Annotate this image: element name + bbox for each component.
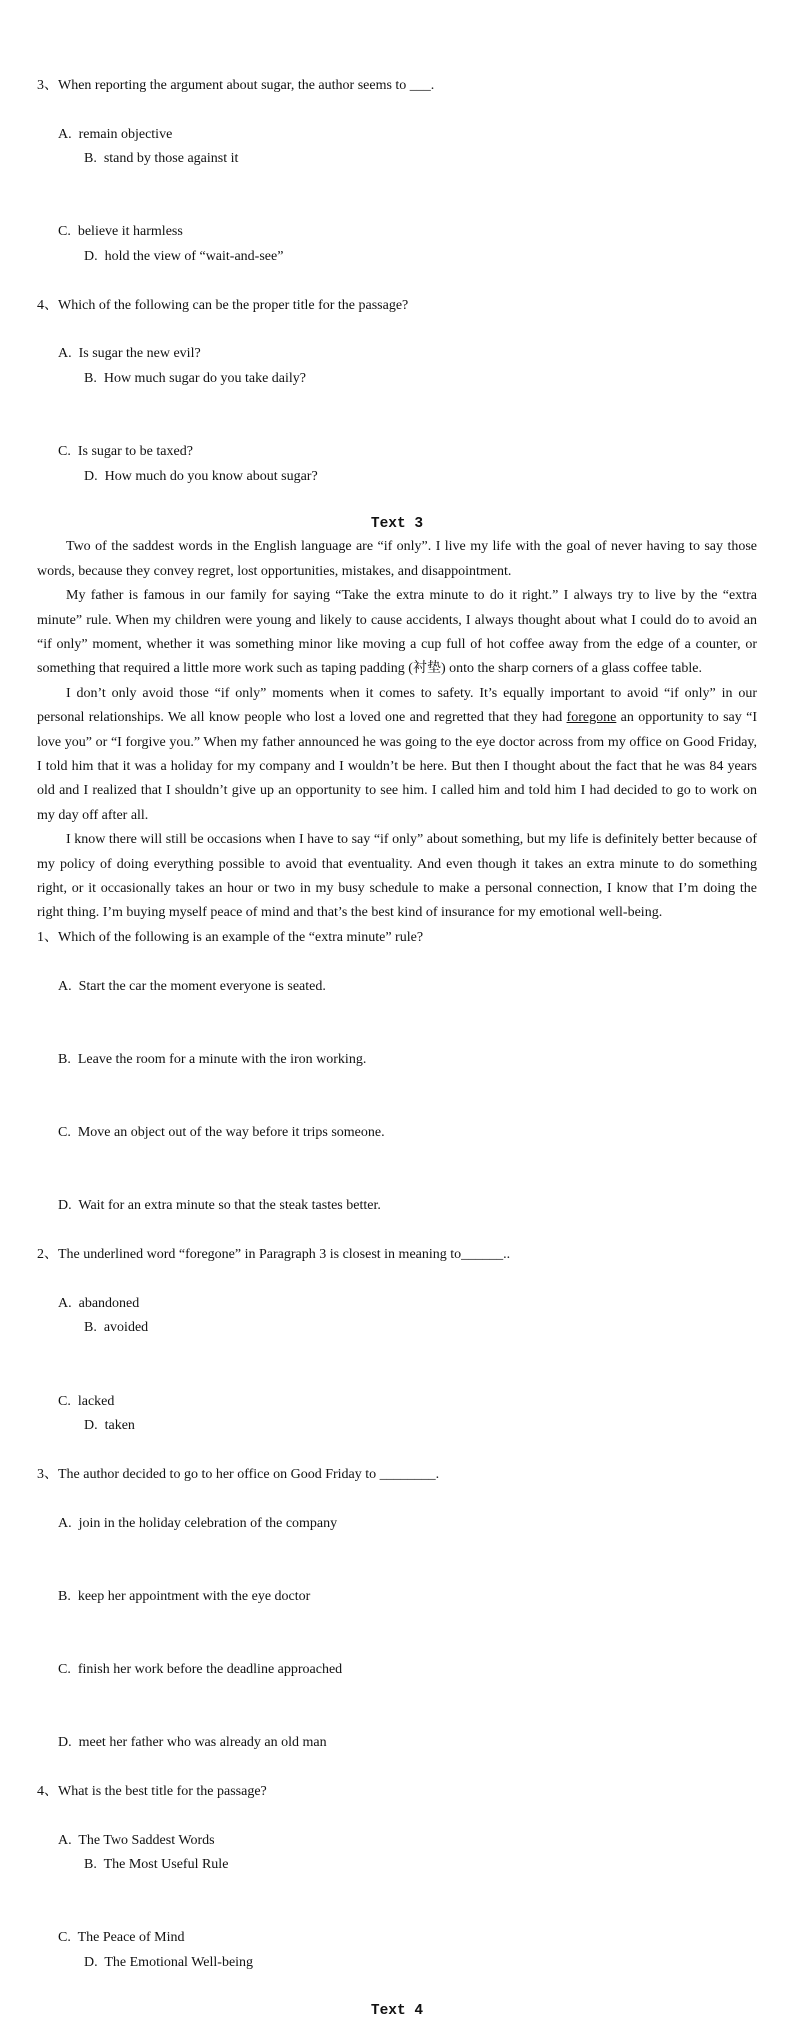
question-text: 4、Which of the following can be the proper title for the passage? [37,297,409,313]
question-text: 3、When reporting the argument about sugar, the author seems to ___. [37,78,435,93]
option-a: A. The Two Saddest Words [58,1832,215,1848]
paragraph3-after: an opportunity to say “I love you” or “I forgive you.” When my father announced he was going to the eye doctor across from my office on Good Friday, I told him that it was a holiday for my company and I wouldn’t be here. But then I thought about the fact that he was 84 years old and I realized that I shouldn’t give up an opportunity to see him. I called him and told him I had decided to go to work on my day off after all. [37,710,757,823]
underlined-word-foregone: foregone [566,710,617,726]
option-line [37,318,757,416]
option-d: D. The Emotional Well-being [84,1954,254,1970]
option-c: C. finish her work before the deadline approached [58,1662,343,1677]
question-2-text: 2、The underlined word “foregone” in Paragraph 3 is closest in meaning to______.. [37,1247,511,1263]
option-line [37,1707,757,1780]
option-b: B. The Most Useful Rule [84,1857,229,1873]
option-line [37,1902,757,2000]
question-4-text: 4、What is the best title for the passage? [37,1784,267,1800]
option-line [37,1023,757,1096]
option-b: B. Leave the room for a minute with the iron working. [58,1051,367,1067]
option-line [37,1634,757,1707]
option-line [37,1170,757,1243]
option-c: C. Is sugar to be taxed? [58,444,193,460]
option-line [37,98,757,196]
option-line [37,1487,757,1560]
option-line [37,196,757,294]
option-line [37,416,757,514]
option-d: D. How much do you know about sugar? [84,468,318,484]
option-a: A. abandoned [58,1295,140,1311]
option-line [37,1268,757,1366]
option-d: D. meet her father who was already an old man [58,1735,327,1751]
option-a: A. remain objective [58,126,173,142]
text3-heading: Text 3 [370,516,424,533]
option-c: C. lacked [58,1393,115,1409]
option-c: C. Move an object out of the way before it trips someone. [58,1125,385,1141]
option-b: B. stand by those against it [84,151,239,167]
option-line [37,950,757,1023]
option-b: B. keep her appointment with the eye doctor [58,1588,311,1604]
option-d: D. Wait for an extra minute so that the steak tastes better. [58,1198,381,1214]
text4-heading: Text 4 [370,2002,424,2019]
option-a: A. Is sugar the new evil? [58,346,201,362]
question-block-text3 [37,926,757,2000]
option-line [37,1097,757,1170]
option-d: D. hold the view of “wait-and-see” [84,248,284,264]
passage-paragraph-3 [37,682,757,828]
question-3-text: 3、The author decided to go to her office on Good Friday to ________. [37,1466,440,1482]
option-a: A. Start the car the moment everyone is seated. [58,978,326,994]
option-b: B. avoided [84,1320,149,1336]
passage-text3 [37,535,757,926]
passage-paragraph-4: I know there will still be occasions when I have to say “if only” about something, but my life is definitely better because of my policy of doing everything possible to avoid that eventuality. And even though it takes an extra minute to do something right, or it occasionally takes an hour or two in my busy schedule to make a personal connection, I know that I’m doing the right thing. I’m buying myself peace of mind and that’s the best kind of insurance for my emotional well-being. [37,832,757,921]
option-line [37,1560,757,1633]
passage-paragraph-2: My father is famous in our family for saying “Take the extra minute to do it right.” I always try to live by the “extra minute” rule. When my children were young and likely to cause accidents, I always thought about what I could do to avoid an “if only” moment, whether it was something minor like moving a cup full of hot coffee away from the edge of a counter, or something that required a little more work such as taping padding (衬垫) onto the sharp corners of a glass coffee table. [37,588,757,677]
option-b: B. How much sugar do you take daily? [84,370,307,386]
question-1-text: 1、Which of the following is an example of the “extra minute” rule? [37,929,424,945]
question-block-sugar [37,74,757,513]
passage-paragraph-1: Two of the saddest words in the English language are “if only”. I live my life with the goal of never having to say those words, because they convey regret, lost opportunities, mistakes, and disappointment. [37,539,757,579]
option-c: C. The Peace of Mind [58,1930,185,1946]
paragraph3-before: I don’t only avoid those “if only” moments when it comes to safety. It’s equally important to avoid “if only” in our personal relationships. We all know people who lost a loved one and regretted that they had [37,685,757,726]
option-c: C. believe it harmless [58,224,183,240]
option-line [37,1804,757,1902]
option-a: A. join in the holiday celebration of the company [58,1515,338,1531]
option-line [37,1365,757,1463]
option-d: D. taken [84,1417,135,1433]
